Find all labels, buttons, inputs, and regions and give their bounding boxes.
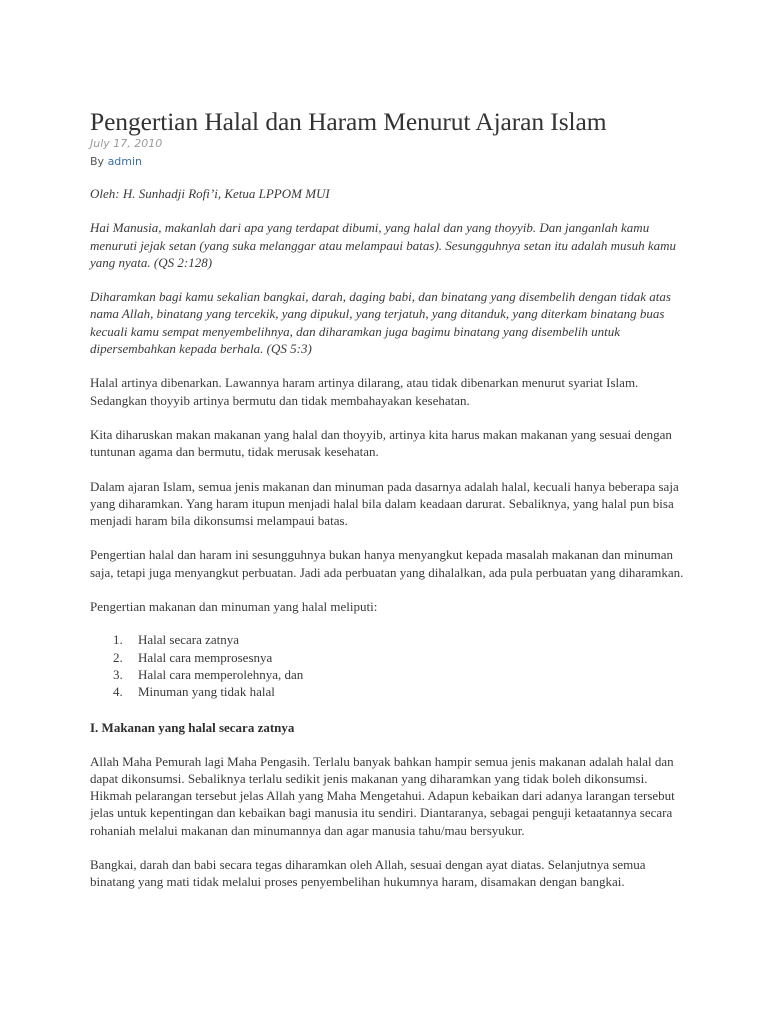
- author-link[interactable]: admin: [107, 155, 143, 168]
- list-number: 2.: [113, 649, 123, 665]
- numbered-list: [90, 631, 690, 700]
- list-item-text: Halal secara zatnya: [138, 632, 240, 648]
- quote-paragraph: Hai Manusia, makanlah dari apa yang terdapat dibumi, yang halal dan yang thoyyib. Dan janganlah kamu menuruti jejak setan (yang suka melanggar atau melampaui batas). Sesungguhnya setan itu adalah musuh kamu yang nyata. (QS 2:128): [90, 220, 677, 270]
- post-date: July 17, 2010: [90, 137, 163, 150]
- list-number: 3.: [113, 666, 123, 682]
- byline: [90, 155, 690, 169]
- body-paragraph: Pengertian halal dan haram ini sesungguhnya bukan hanya menyangkut kepada masalah makanan dan minuman saja, tetapi juga menyangkut perbuatan. Jadi ada perbuatan yang dihalalkan, ada pula perbuatan yang diharamkan.: [90, 547, 684, 580]
- body-paragraph: Halal artinya dibenarkan. Lawannya haram artinya dilarang, atau tidak dibenarkan menurut syariat Islam. Sedangkan thoyyib artinya bermutu dan tidak membahayakan kesehatan.: [90, 375, 639, 408]
- list-number: 1.: [113, 632, 123, 648]
- list-item: [90, 683, 690, 700]
- list-item: [90, 631, 690, 648]
- body-paragraph: Pengertian makanan dan minuman yang halal meliputi:: [90, 599, 378, 615]
- quote-paragraph: Diharamkan bagi kamu sekalian bangkai, darah, daging babi, dan binatang yang disembelih dengan tidak atas nama Allah, binatang yang tercekik, yang dipukul, yang terjatuh, yang ditanduk, yang diterkam binatang buas kecuali kamu sempat menyembelihnya, dan diharamkan juga bagimu binatang yang disembelih untuk dipersembahkan kepada berhala. (QS 5:3): [90, 289, 671, 357]
- author-credit: Oleh: H. Sunhadji Rofi’i, Ketua LPPOM MUI: [90, 186, 330, 201]
- body-paragraph: Bangkai, darah dan babi secara tegas diharamkan oleh Allah, sesuai dengan ayat diatas. Selanjutnya semua binatang yang mati tidak melalui proses penyembelihan hukumnya haram, disamakan dengan bangkai.: [90, 857, 646, 890]
- body-paragraph: Allah Maha Pemurah lagi Maha Pengasih. Terlalu banyak bahkan hampir semua jenis makanan adalah halal dan dapat dikonsumsi. Sebaliknya terlalu sedikit jenis makanan yang diharamkan yang tidak boleh dikonsumsi. Hikmah pelarangan tersebut jelas Allah yang Maha Mengetahui. Adapun kebaikan dari adanya larangan tersebut jelas untuk kepentingan dan kebaikan bagi manusia itu sendiri. Diantaranya, sebagai penguji ketaatannya secara rohaniah melalui makanan dan minumannya dan agar manusia tahu/mau bersyukur.: [90, 753, 675, 838]
- by-label: By: [90, 155, 105, 168]
- list-item-text: Halal cara memperolehnya, dan: [138, 666, 304, 682]
- article: [90, 106, 690, 891]
- list-item-text: Minuman yang tidak halal: [138, 684, 275, 700]
- page-title: Pengertian Halal dan Haram Menurut Ajaran Islam: [90, 107, 607, 136]
- body-paragraph: Kita diharuskan makan makanan yang halal dan thoyyib, artinya kita harus makan makanan yang sesuai dengan tuntunan agama dan bermutu, tidak merusak kesehatan.: [90, 426, 672, 460]
- list-item-text: Halal cara memprosesnya: [138, 649, 273, 665]
- list-item: [90, 666, 690, 683]
- list-item: [90, 649, 690, 666]
- list-number: 4.: [113, 684, 123, 700]
- section-heading: I. Makanan yang halal secara zatnya: [90, 719, 295, 735]
- body-paragraph: Dalam ajaran Islam, semua jenis makanan dan minuman pada dasarnya adalah halal, kecuali hanya beberapa saja yang diharamkan. Yang haram itupun menjadi halal bila dalam keadaan darurat. Sebaliknya, yang halal pun bisa menjadi haram bila dikonsumsi melampaui batas.: [90, 478, 679, 529]
